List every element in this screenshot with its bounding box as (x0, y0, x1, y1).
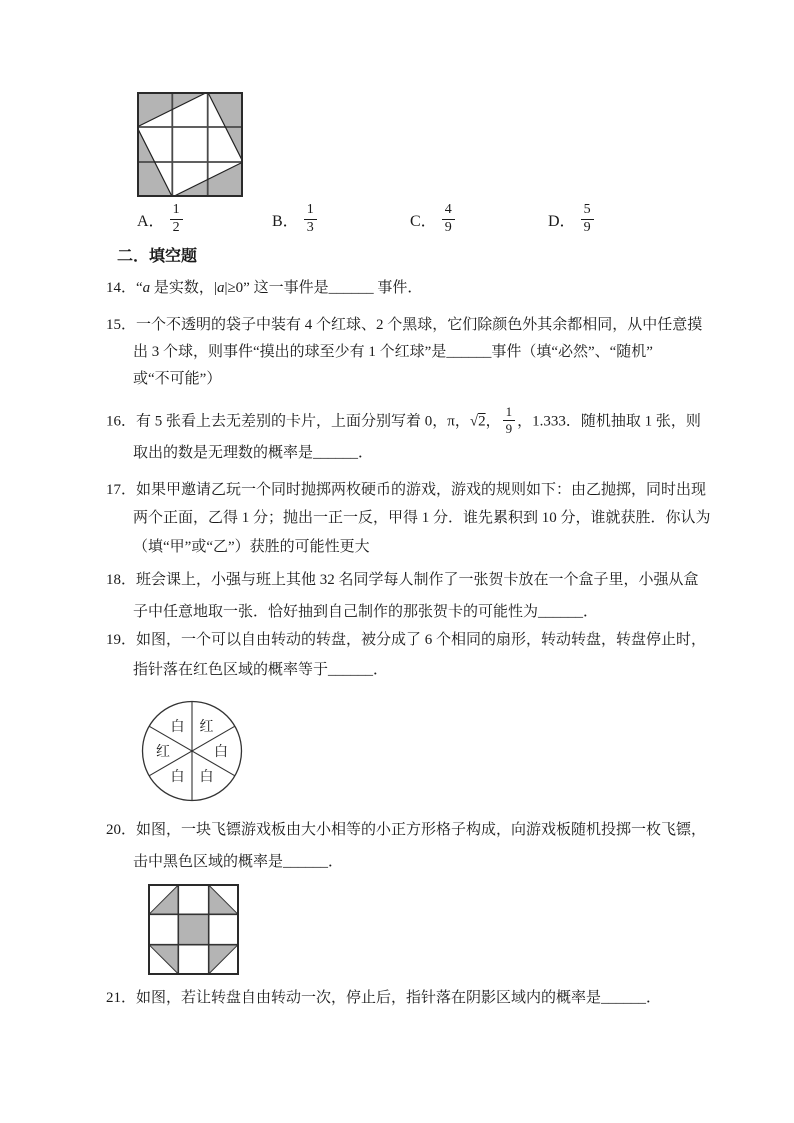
q20-line-2: 击中黑色区域的概率是______． (133, 854, 344, 870)
section-heading: 二．填空题 (117, 248, 198, 265)
fraction: $\frac{1}{9}$ (503, 405, 516, 435)
q15-line-2: 出 3 个球，则事件“摸出的球至少有 1 个红球”是______事件（填“必然”、“随机” (133, 344, 653, 360)
spinner-label-60: 红 (199, 719, 214, 735)
q19-line-2: 指针落在红色区域的概率等于______． (133, 662, 389, 678)
q18-line-1: 18．班会课上，小强与班上其他 32 名同学每人制作了一张贺卡放在一个盒子里，小强从盒 (106, 572, 699, 588)
q16-line-1: 16．有 5 张看上去无差别的卡片，上面分别写着 0，π，√2， $\frac{1}{9}$ ，1.333．随机抽取 1 张，则 (106, 404, 701, 436)
fraction: $\frac{5}{9}$ (581, 203, 594, 235)
q19-line-1: 19．如图，一个可以自由转动的转盘，被分成了 6 个相同的扇形，转动转盘，转盘停止时， (106, 632, 707, 648)
q17-line-3: （填“甲”或“乙”）获胜的可能性更大 (133, 539, 370, 555)
q15-line-3: 或“不可能”） (133, 371, 222, 387)
option-D (548, 197, 594, 241)
spinner-label-240: 白 (170, 770, 185, 786)
q21-line-1: 21．如图，若让转盘自由转动一次，停止后，指针落在阴影区域内的概率是______． (106, 990, 662, 1006)
question20-dartboard-figure (148, 884, 239, 975)
question19-spinner-figure (140, 699, 244, 803)
fraction: $\frac{1}{2}$ (170, 203, 183, 235)
option-B (272, 197, 317, 241)
math-variable: a (216, 280, 225, 296)
fraction: $\frac{4}{9}$ (442, 203, 455, 235)
option-label: A． (137, 212, 165, 230)
q17-line-2: 两个正面，乙得 1 分；抛出一正一反，甲得 1 分．谁先累积到 10 分，谁就获胜．你认为 (133, 510, 711, 526)
option-A (137, 197, 183, 241)
spinner-label-300: 白 (199, 770, 214, 786)
q17-line-1: 17．如果甲邀请乙玩一个同时抛掷两枚硬币的游戏，游戏的规则如下：由乙抛掷，同时出现 (106, 482, 707, 498)
fraction: $\frac{1}{3}$ (304, 203, 317, 235)
square-root: √2 (469, 413, 486, 430)
q15-line-1: 15．一个不透明的袋子中装有 4 个红球、2 个黑球，它们除颜色外其余都相同，从中任意摸 (106, 317, 703, 333)
math-variable: a (142, 280, 151, 296)
q18-line-2: 子中任意地取一张．恰好抽到自己制作的那张贺卡的可能性为______． (133, 604, 599, 620)
q20-line-1: 20．如图，一块飞镖游戏板由大小相等的小正方形格子构成，向游戏板随机投掷一枚飞镖， (106, 822, 707, 838)
option-label: C． (410, 212, 437, 230)
shaded-center-square (178, 914, 208, 944)
question13-grid-figure (137, 92, 243, 197)
option-C (410, 197, 455, 241)
q16-line-2: 取出的数是无理数的概率是______． (133, 445, 374, 461)
spinner-label-180: 红 (156, 745, 170, 760)
option-label: B． (272, 212, 299, 230)
spinner-label-0: 白 (214, 745, 228, 760)
option-label: D． (548, 212, 576, 230)
spinner-label-120: 白 (170, 719, 185, 735)
q14-line-1: 14．“a 是实数，|a|≥0” 这一事件是______ 事件． (106, 280, 423, 296)
